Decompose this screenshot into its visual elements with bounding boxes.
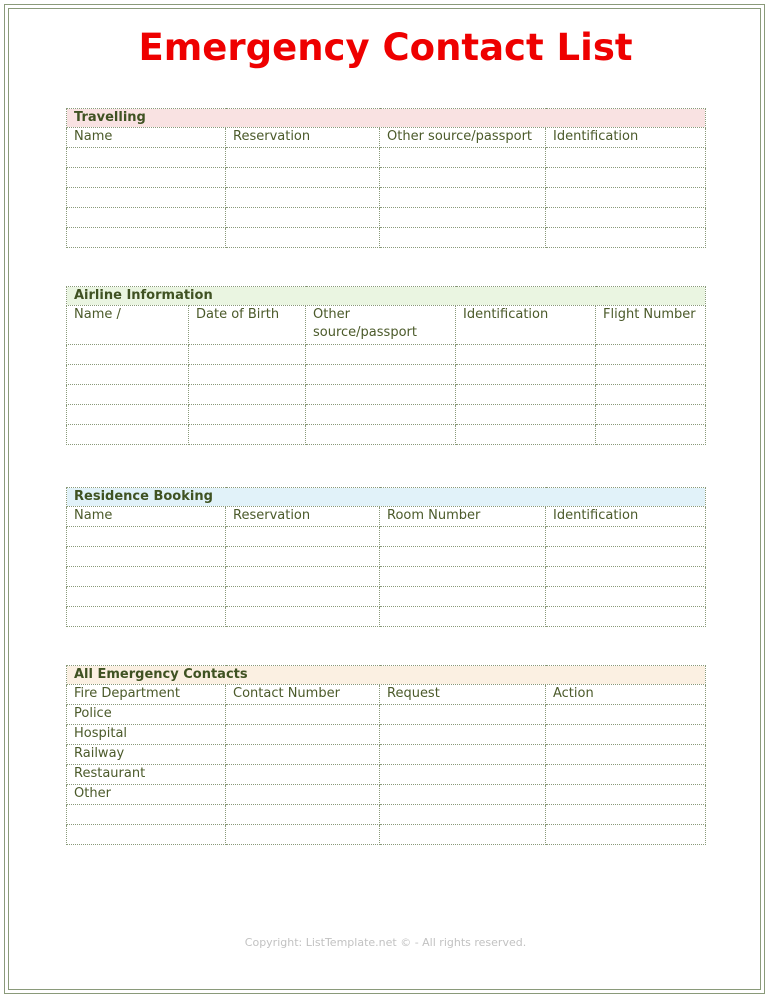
table-row bbox=[67, 168, 706, 188]
table-cell[interactable] bbox=[546, 607, 706, 627]
table-cell[interactable] bbox=[546, 765, 706, 785]
travelling-column-row bbox=[67, 128, 706, 148]
column-header: Identification bbox=[546, 128, 706, 148]
table-cell[interactable] bbox=[456, 345, 596, 365]
table-cell[interactable] bbox=[456, 405, 596, 425]
table-row bbox=[67, 547, 706, 567]
table-row bbox=[67, 745, 706, 765]
table-cell[interactable] bbox=[546, 587, 706, 607]
table-cell[interactable] bbox=[306, 425, 456, 445]
table-cell[interactable] bbox=[546, 228, 706, 248]
table-cell[interactable] bbox=[456, 385, 596, 405]
column-header: Name / bbox=[67, 306, 189, 345]
table-cell[interactable] bbox=[67, 425, 189, 445]
column-header: Other source/passport bbox=[306, 306, 456, 345]
table-cell[interactable] bbox=[189, 345, 306, 365]
table-cell[interactable] bbox=[380, 228, 546, 248]
column-header: Name bbox=[67, 128, 226, 148]
table-cell[interactable] bbox=[226, 547, 380, 567]
table-row bbox=[67, 345, 706, 365]
table-cell[interactable] bbox=[380, 547, 546, 567]
table-cell[interactable] bbox=[67, 825, 226, 845]
table-cell[interactable] bbox=[596, 385, 706, 405]
emergency-contacts-table bbox=[66, 665, 706, 845]
airline-table bbox=[66, 286, 706, 445]
table-cell[interactable] bbox=[380, 725, 546, 745]
table-cell[interactable] bbox=[226, 228, 380, 248]
copyright-notice: Copyright: ListTemplate.net © - All rights reserved. bbox=[244, 936, 527, 949]
table-cell[interactable] bbox=[596, 345, 706, 365]
table-cell[interactable] bbox=[546, 825, 706, 845]
table-row bbox=[67, 765, 706, 785]
table-row bbox=[67, 705, 706, 725]
airline-header-row bbox=[67, 287, 706, 306]
table-cell[interactable] bbox=[380, 148, 546, 168]
table-cell[interactable] bbox=[67, 148, 226, 168]
table-cell[interactable] bbox=[306, 405, 456, 425]
table-cell[interactable] bbox=[456, 425, 596, 445]
table-row bbox=[67, 188, 706, 208]
column-header: Other source/passport bbox=[380, 128, 546, 148]
table-cell[interactable] bbox=[189, 405, 306, 425]
residence-title: Residence Booking bbox=[67, 488, 706, 507]
table-cell[interactable] bbox=[546, 188, 706, 208]
column-header: Request bbox=[380, 685, 546, 705]
contact-label: Restaurant bbox=[67, 765, 226, 785]
table-cell[interactable] bbox=[67, 805, 226, 825]
table-row bbox=[67, 725, 706, 745]
emergency-column-row bbox=[67, 685, 706, 705]
travelling-table bbox=[66, 108, 706, 248]
table-cell[interactable] bbox=[546, 745, 706, 765]
table-row bbox=[67, 365, 706, 385]
column-header: Flight Number bbox=[596, 306, 706, 345]
column-header: Identification bbox=[546, 507, 706, 527]
table-cell[interactable] bbox=[226, 725, 380, 745]
table-cell[interactable] bbox=[380, 188, 546, 208]
table-cell[interactable] bbox=[226, 188, 380, 208]
table-row bbox=[67, 385, 706, 405]
table-cell[interactable] bbox=[546, 567, 706, 587]
table-cell[interactable] bbox=[226, 705, 380, 725]
table-cell[interactable] bbox=[380, 825, 546, 845]
table-cell[interactable] bbox=[596, 365, 706, 385]
table-cell[interactable] bbox=[546, 805, 706, 825]
table-row bbox=[67, 405, 706, 425]
column-header: Identification bbox=[456, 306, 596, 345]
table-cell[interactable] bbox=[380, 745, 546, 765]
table-cell[interactable] bbox=[380, 567, 546, 587]
table-cell[interactable] bbox=[67, 405, 189, 425]
table-cell[interactable] bbox=[226, 168, 380, 188]
airline-column-row bbox=[67, 306, 706, 345]
table-cell[interactable] bbox=[189, 365, 306, 385]
table-cell[interactable] bbox=[67, 527, 226, 547]
table-cell[interactable] bbox=[67, 345, 189, 365]
table-cell[interactable] bbox=[67, 208, 226, 228]
table-cell[interactable] bbox=[226, 208, 380, 228]
table-row bbox=[67, 587, 706, 607]
table-cell[interactable] bbox=[546, 527, 706, 547]
table-cell[interactable] bbox=[67, 228, 226, 248]
table-cell[interactable] bbox=[189, 425, 306, 445]
emergency-header-row bbox=[67, 666, 706, 685]
table-cell[interactable] bbox=[380, 705, 546, 725]
table-row bbox=[67, 228, 706, 248]
column-header: Contact Number bbox=[226, 685, 380, 705]
table-row bbox=[67, 425, 706, 445]
travelling-title: Travelling bbox=[67, 109, 706, 128]
table-cell[interactable] bbox=[546, 725, 706, 745]
table-cell[interactable] bbox=[380, 765, 546, 785]
table-cell[interactable] bbox=[67, 547, 226, 567]
column-header: Action bbox=[546, 685, 706, 705]
page-title: Emergency Contact List bbox=[138, 26, 633, 69]
contact-label: Police bbox=[67, 705, 226, 725]
residence-table bbox=[66, 487, 706, 627]
table-cell[interactable] bbox=[380, 168, 546, 188]
table-cell[interactable] bbox=[226, 567, 380, 587]
table-cell[interactable] bbox=[546, 547, 706, 567]
contact-label: Railway bbox=[67, 745, 226, 765]
table-cell[interactable] bbox=[226, 785, 380, 805]
table-cell[interactable] bbox=[67, 587, 226, 607]
table-cell[interactable] bbox=[67, 365, 189, 385]
table-cell[interactable] bbox=[67, 567, 226, 587]
contact-label: Other bbox=[67, 785, 226, 805]
table-cell[interactable] bbox=[306, 345, 456, 365]
table-cell[interactable] bbox=[380, 208, 546, 228]
table-cell[interactable] bbox=[226, 607, 380, 627]
table-cell[interactable] bbox=[380, 785, 546, 805]
column-header: Reservation bbox=[226, 128, 380, 148]
table-cell[interactable] bbox=[596, 405, 706, 425]
table-cell[interactable] bbox=[380, 805, 546, 825]
table-row bbox=[67, 785, 706, 805]
table-cell[interactable] bbox=[596, 425, 706, 445]
table-row bbox=[67, 527, 706, 547]
column-header: Date of Birth bbox=[189, 306, 306, 345]
table-cell[interactable] bbox=[226, 825, 380, 845]
table-cell[interactable] bbox=[546, 705, 706, 725]
airline-title: Airline Information bbox=[67, 287, 706, 306]
table-cell[interactable] bbox=[546, 168, 706, 188]
table-cell[interactable] bbox=[67, 168, 226, 188]
table-cell[interactable] bbox=[226, 805, 380, 825]
table-cell[interactable] bbox=[226, 745, 380, 765]
table-cell[interactable] bbox=[189, 385, 306, 405]
table-cell[interactable] bbox=[67, 607, 226, 627]
table-row bbox=[67, 208, 706, 228]
residence-column-row bbox=[67, 507, 706, 527]
column-header: Name bbox=[67, 507, 226, 527]
table-row bbox=[67, 567, 706, 587]
table-cell[interactable] bbox=[456, 365, 596, 385]
table-cell[interactable] bbox=[67, 188, 226, 208]
travelling-header-row bbox=[67, 109, 706, 128]
table-row bbox=[67, 148, 706, 168]
table-row bbox=[67, 805, 706, 825]
table-cell[interactable] bbox=[226, 765, 380, 785]
column-header: Reservation bbox=[226, 507, 380, 527]
column-header: Fire Department bbox=[67, 685, 226, 705]
table-cell[interactable] bbox=[546, 208, 706, 228]
table-cell[interactable] bbox=[546, 785, 706, 805]
table-cell[interactable] bbox=[226, 148, 380, 168]
table-cell[interactable] bbox=[380, 587, 546, 607]
residence-header-row bbox=[67, 488, 706, 507]
contact-label: Hospital bbox=[67, 725, 226, 745]
column-header: Room Number bbox=[380, 507, 546, 527]
table-cell[interactable] bbox=[380, 527, 546, 547]
emergency-title: All Emergency Contacts bbox=[67, 666, 706, 685]
table-cell[interactable] bbox=[226, 527, 380, 547]
table-cell[interactable] bbox=[306, 365, 456, 385]
table-row bbox=[67, 825, 706, 845]
table-row bbox=[67, 607, 706, 627]
table-cell[interactable] bbox=[380, 607, 546, 627]
table-cell[interactable] bbox=[67, 385, 189, 405]
table-cell[interactable] bbox=[226, 587, 380, 607]
table-cell[interactable] bbox=[306, 385, 456, 405]
table-cell[interactable] bbox=[546, 148, 706, 168]
